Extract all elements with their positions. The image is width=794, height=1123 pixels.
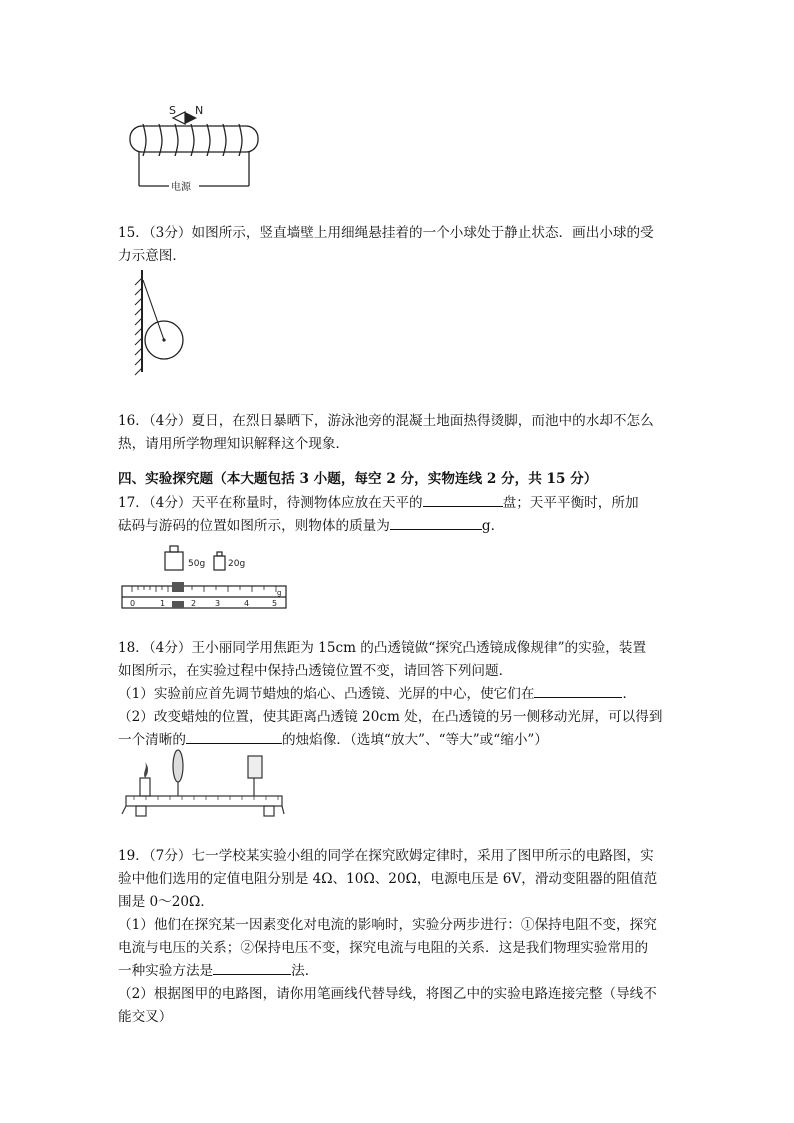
- q19-line1: 19．（7分）七一学校某实验小组的同学在探究欧姆定律时，采用了图甲所示的电路图，实: [118, 848, 654, 864]
- q18-line5-text-a: 一个清晰的: [118, 732, 186, 748]
- q18-line3-text-a: （1）实验前应首先调节蜡烛的焰心、凸透镜、光屏的中心，使它们在: [118, 686, 535, 702]
- ruler-tick-3: 3: [215, 599, 221, 608]
- q18-blank-1[interactable]: [534, 683, 622, 698]
- q15-line2: 力示意图．: [118, 248, 186, 264]
- hanging-ball-figure: [130, 268, 200, 376]
- q17-blank-2[interactable]: [390, 515, 482, 530]
- q19-line2: 验中他们选用的定值电阻分别是 4Ω、10Ω、20Ω，电源电压是 6V，滑动变阻器的阻值范: [118, 871, 658, 887]
- q17-line1-text-a: 17．（4分）天平在称量时，待测物体应放在天平的: [118, 495, 423, 511]
- q18-line4: （2）改变蜡烛的位置，使其距离凸透镜 20cm 处，在凸透镜的另一侧移动光屏，可以得到: [118, 709, 663, 725]
- pole-s-label: S: [169, 104, 176, 117]
- q19-line7: （2）根据图甲的电路图，请你用笔画线代替导线，将图乙中的实验电路连接完整（导线不: [118, 986, 657, 1002]
- ruler-tick-1: 1: [160, 599, 166, 608]
- q19-line3: 围是 0～20Ω．: [118, 894, 214, 910]
- q18-line5-text-b: 的烛焰像．（选填“放大”、“等大”或“缩小”）: [281, 732, 548, 748]
- ruler-tick-0: 0: [130, 599, 136, 608]
- ruler-unit: g: [277, 589, 282, 597]
- q18-line3-text-b: ．: [622, 686, 637, 702]
- q18-line2: 如图所示，在实验过程中保持凸透镜位置不变，请回答下列问题．: [118, 663, 513, 679]
- q19-line6-text-b: 法．: [291, 963, 319, 979]
- q17-line1: [118, 492, 639, 514]
- q19-blank-1[interactable]: [213, 960, 291, 975]
- ruler-tick-2: 2: [191, 599, 197, 608]
- q17-line2-text-a: 砝码与游码的位置如图所示，则物体的质量为: [118, 518, 390, 534]
- q19-line5: 电流与电压的关系；②保持电压不变，探究电流与电阻的关系．这是我们物理实验常用的: [118, 940, 649, 956]
- optical-bench-figure: [118, 748, 286, 824]
- q18-line1: 18．（4分）王小丽同学用焦距为 15cm 的凸透镜做“探究凸透镜成像规律”的实验，装置: [118, 640, 647, 656]
- q16-line2: 热，请用所学物理知识解释这个现象．: [118, 436, 350, 452]
- q19-line6-text-a: 一种实验方法是: [118, 963, 214, 979]
- q19-line8: 能交叉）: [118, 1009, 173, 1025]
- q18-blank-2[interactable]: [186, 729, 282, 744]
- q16-line1: 16．（4分）夏日，在烈日暴晒下，游泳池旁的混凝土地面热得烫脚，而池中的水却不怎么: [118, 413, 654, 429]
- weight-50g-label: 50g: [188, 559, 206, 569]
- balance-weights-figure: [118, 540, 290, 612]
- weight-20g-label: 20g: [228, 559, 246, 569]
- ruler-tick-5: 5: [272, 599, 278, 608]
- power-source-label: 电源: [171, 182, 191, 193]
- q17-line1-text-b: 盘；天平平衡时，所加: [502, 495, 639, 511]
- q17-line2-text-b: g．: [481, 518, 505, 534]
- q17-line2: [118, 515, 504, 537]
- rider-slider: [172, 582, 184, 592]
- section-4-heading: 四、实验探究题（本大题包括 3 小题，每空 2 分，实物连线 2 分，共 15 分）: [118, 471, 598, 487]
- ruler-tick-4: 4: [244, 599, 250, 608]
- q15-line1: 15．（3分）如图所示，竖直墙壁上用细绳悬挂着的一个小球处于静止状态．画出小球的受: [118, 225, 654, 241]
- solenoid-figure: [125, 104, 265, 196]
- q19-line4: （1）他们在探究某一因素变化对电流的影响时，实验分两步进行：①保持电阻不变，探究: [118, 917, 657, 933]
- pole-n-label: N: [195, 104, 204, 117]
- q19-line6: [118, 960, 318, 982]
- q17-blank-1[interactable]: [423, 492, 503, 507]
- q18-line3: [118, 683, 636, 705]
